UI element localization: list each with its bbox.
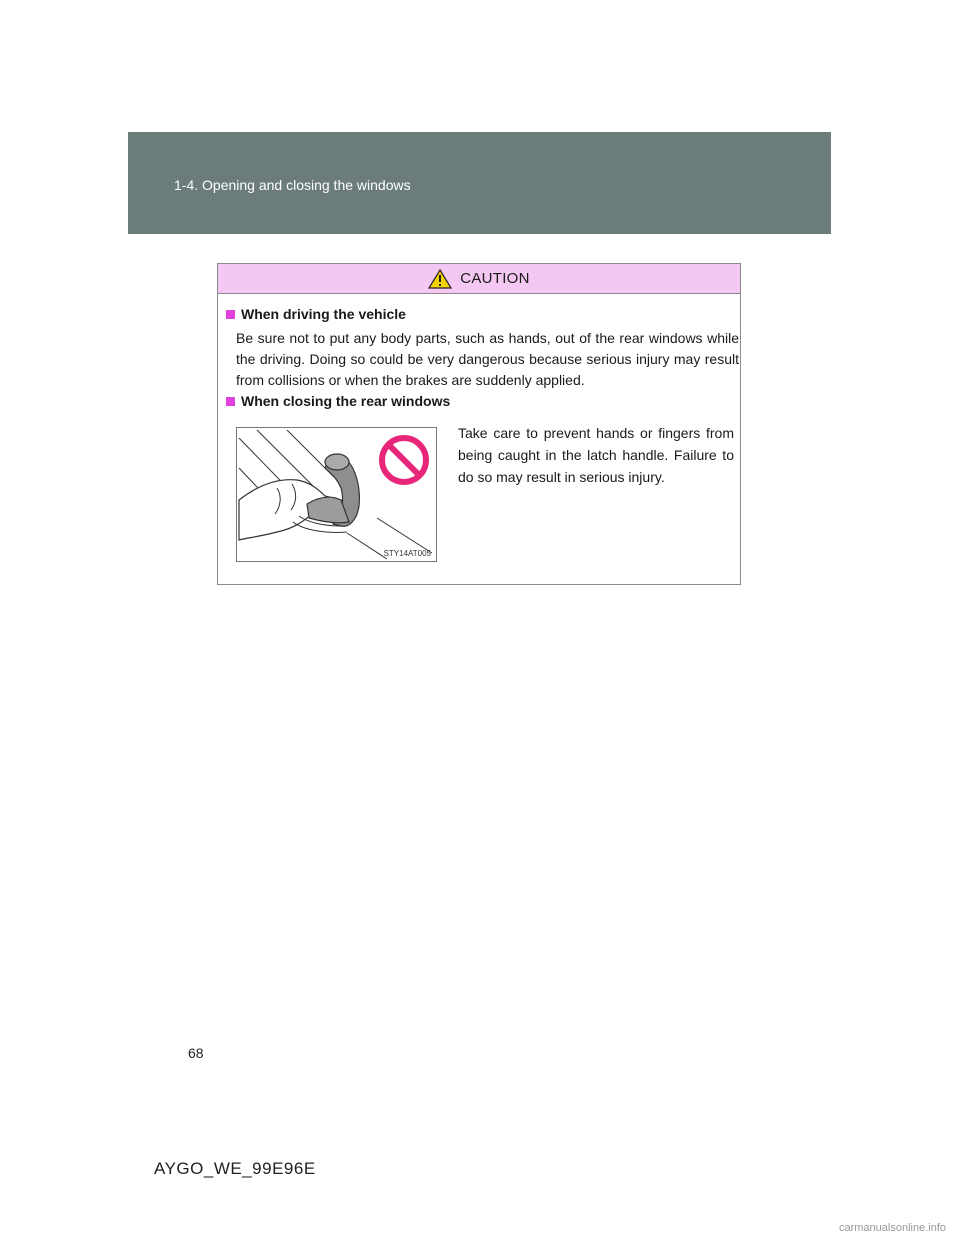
- caution-box: [217, 263, 741, 585]
- warning-triangle-icon: [428, 269, 452, 289]
- caution-title: CAUTION: [460, 270, 530, 287]
- item-text-driving: Be sure not to put any body parts, such as hands, out of the rear windows while the driving. Doing so could be very dangerous because serious injury may result from collisions or when the brakes are suddenly applied.: [236, 330, 739, 388]
- section-title: 1-4. Opening and closing the windows: [174, 177, 411, 193]
- caution-header: [218, 264, 740, 294]
- page-number: 68: [188, 1045, 204, 1061]
- prohibition-sign-icon: [382, 438, 426, 482]
- bullet-square-icon: [226, 397, 235, 406]
- watermark: carmanualsonline.info: [838, 1222, 946, 1234]
- bullet-square-icon: [226, 310, 235, 319]
- caution-item-heading: [226, 393, 450, 409]
- item-heading-driving: When driving the vehicle: [241, 306, 406, 322]
- figure-code: STY14AT005: [383, 549, 431, 558]
- latch-handle-illustration: [236, 427, 437, 562]
- item-text-closing: Take care to prevent hands or fingers from being caught in the latch handle. Failure to do so may result in serious injury.: [458, 425, 734, 485]
- document-code: AYGO_WE_99E96E: [154, 1159, 316, 1178]
- item-heading-closing: When closing the rear windows: [241, 393, 451, 409]
- header-band: [128, 132, 831, 234]
- caution-item-heading: [226, 306, 406, 322]
